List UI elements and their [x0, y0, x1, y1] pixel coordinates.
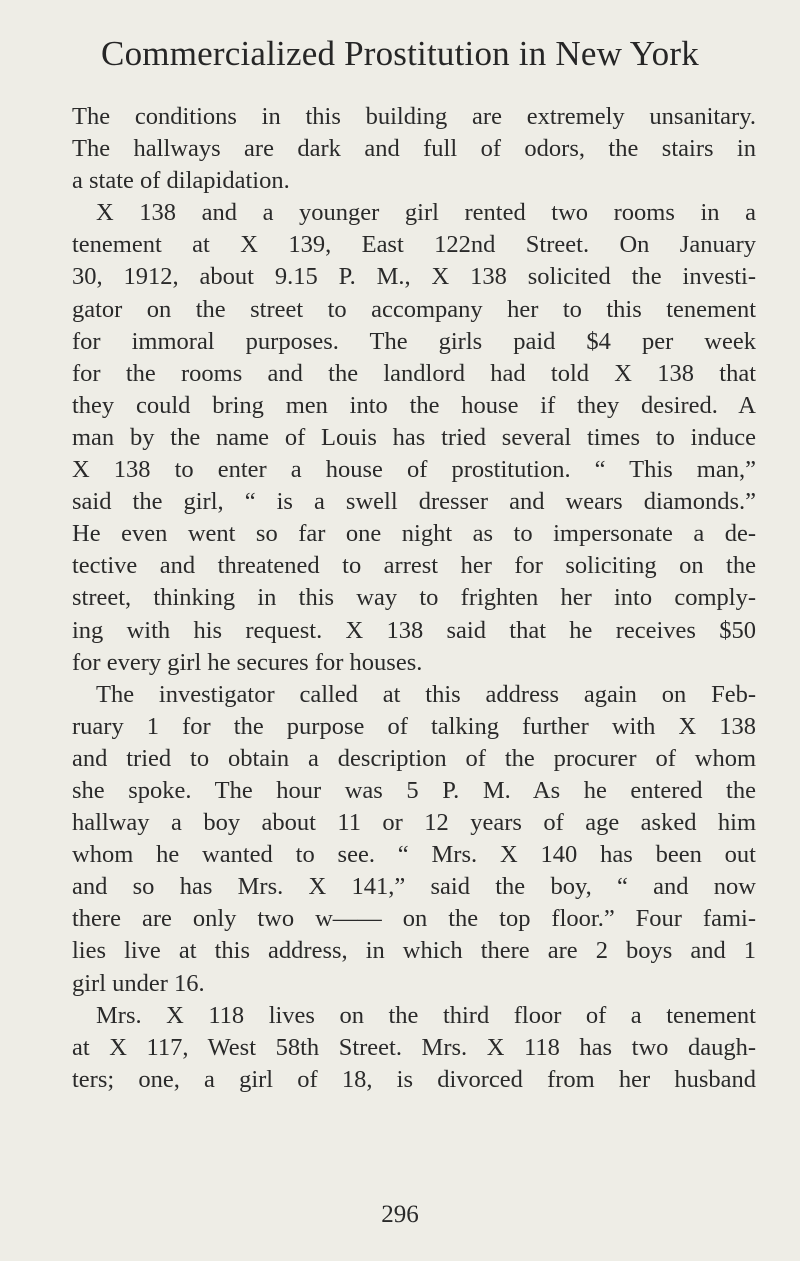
running-head: Commercialized Prostitution in New York [101, 34, 699, 73]
text-line: lies live at this address, in which there are 2 boys and 1 [72, 937, 756, 965]
text-line: The conditions in this building are extremely unsanitary. [72, 103, 756, 130]
text-line: street, thinking in this way to frighten her into comply- [72, 584, 756, 612]
text-line: girl under 16. [72, 969, 205, 997]
text-line: for every girl he secures for houses. [72, 648, 423, 676]
text-line: X 138 and a younger girl rented two rooms in a [96, 199, 756, 227]
text-line: for the rooms and the landlord had told X 138 that [72, 359, 756, 387]
body-text [72, 101, 756, 1096]
text-line: for immoral purposes. The girls paid $4 per week [72, 327, 756, 355]
text-line: Mrs. X 118 lives on the third floor of a tenement [96, 1001, 756, 1029]
text-line: at X 117, West 58th Street. Mrs. X 118 has two daugh- [72, 1033, 756, 1061]
text-line: man by the name of Louis has tried several times to induce [72, 423, 756, 451]
text-line: tective and threatened to arrest her for soliciting on the [72, 552, 756, 580]
text-line: there are only two w—— on the top floor.” Four fami- [72, 905, 756, 933]
text-line: X 138 to enter a house of prostitution. “ This man,” [72, 456, 756, 484]
text-line: they could bring men into the house if they desired. A [72, 391, 756, 419]
text-line: hallway a boy about 11 or 12 years of age asked him [72, 809, 756, 837]
text-line: gator on the street to accompany her to this tenement [72, 295, 756, 323]
text-line: tenement at X 139, East 122nd Street. On January [72, 231, 756, 259]
text-line: The investigator called at this address again on Feb- [96, 680, 756, 708]
text-line: He even went so far one night as to impersonate a de- [72, 520, 756, 548]
text-line: and tried to obtain a description of the procurer of whom [72, 744, 756, 772]
text-line: ruary 1 for the purpose of talking further with X 138 [72, 712, 756, 740]
text-line: 30, 1912, about 9.15 P. M., X 138 solicited the investi- [72, 263, 756, 291]
text-line: ing with his request. X 138 said that he receives $50 [72, 616, 756, 644]
text-line: ters; one, a girl of 18, is divorced from her husband [72, 1065, 756, 1093]
text-line: she spoke. The hour was 5 P. M. As he entered the [72, 776, 756, 804]
text-line: The hallways are dark and full of odors, the stairs in [72, 135, 756, 163]
text-line: a state of dilapidation. [72, 167, 290, 195]
text-line: and so has Mrs. X 141,” said the boy, “ and now [72, 873, 756, 901]
page-number: 296 [381, 1201, 419, 1228]
text-line: said the girl, “ is a swell dresser and wears diamonds.” [72, 488, 756, 516]
text-line: whom he wanted to see. “ Mrs. X 140 has been out [72, 841, 756, 869]
